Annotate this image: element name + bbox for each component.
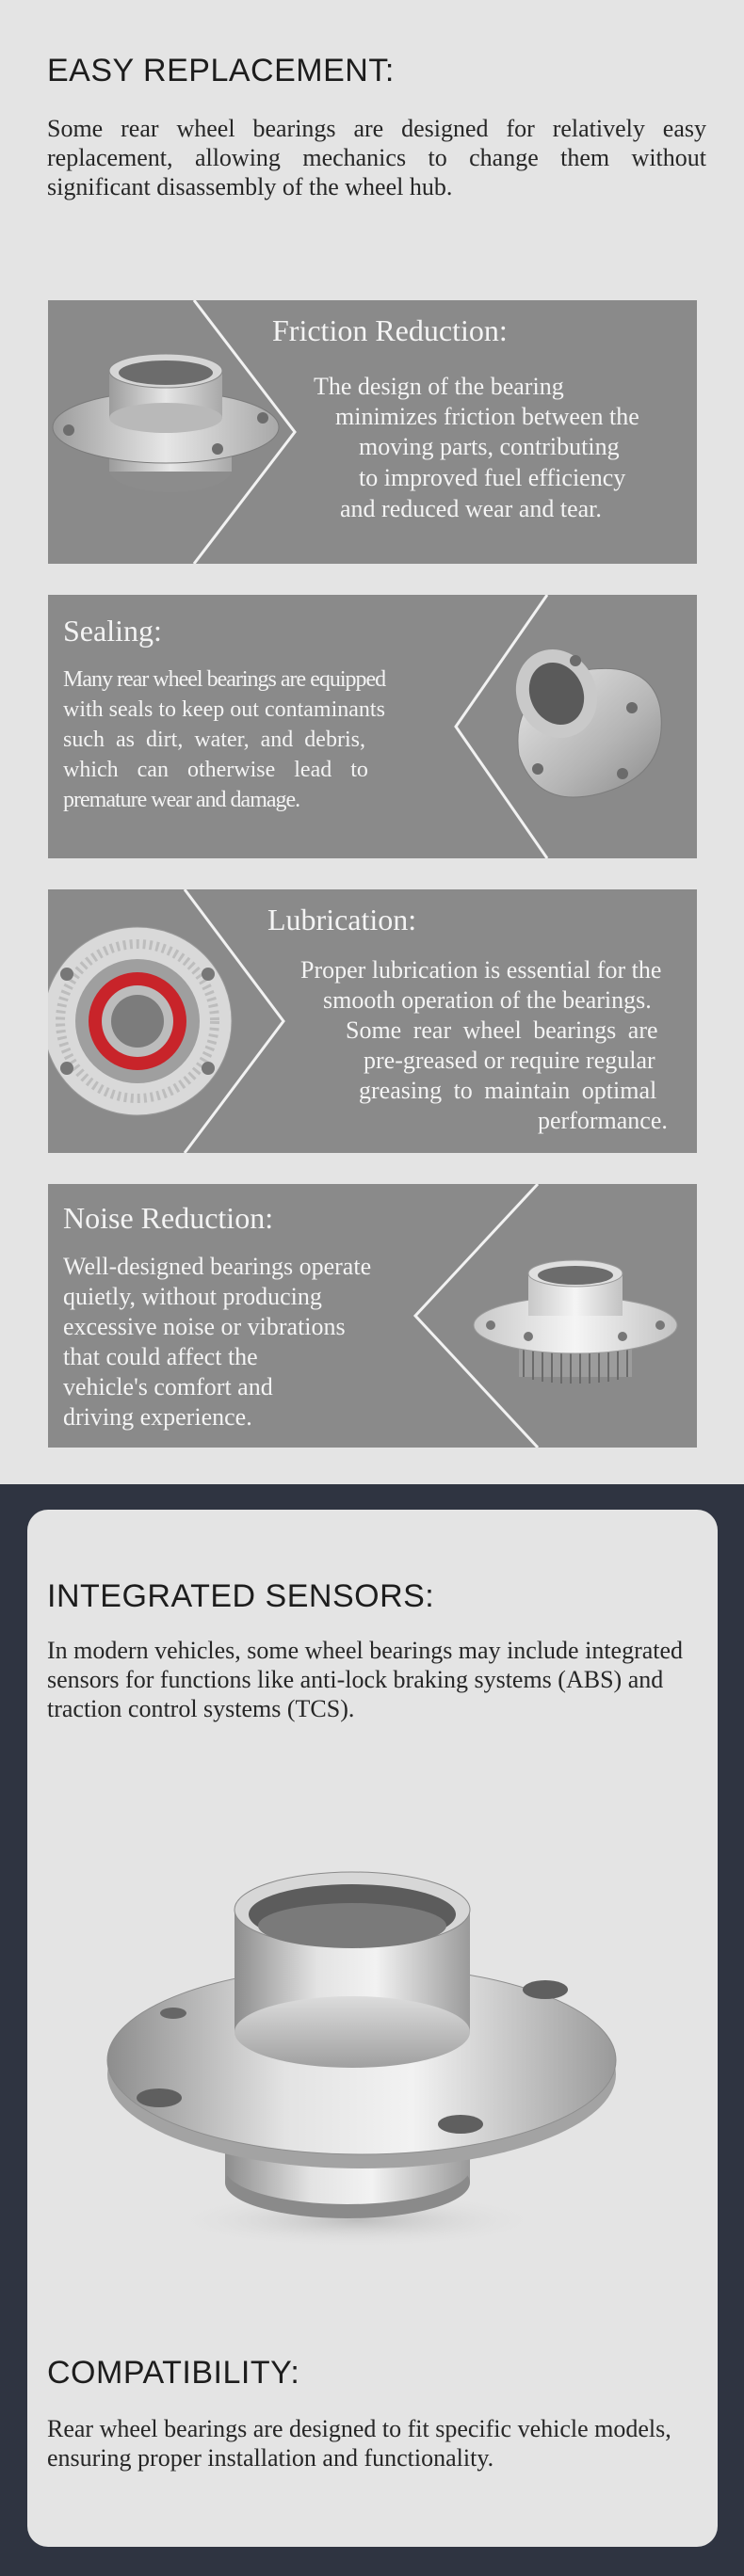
feature-line: to improved fuel efficiency [359,464,626,491]
feature-card-lubrication [48,889,697,1153]
feature-card-sealing [48,595,697,858]
feature-line: Many rear wheel bearings are equipped [63,667,386,692]
feature-line: minimizes friction between the [335,403,639,430]
feature-line: which can otherwise lead to [63,758,368,782]
feature-line: smooth operation of the bearings. [323,986,652,1014]
feature-line: The design of the bearing [314,373,564,400]
feature-line: Proper lubrication is essential for the [300,956,662,984]
wheel-hub-image [48,918,236,1125]
feature-card-friction [48,300,697,564]
feature-card-noise [48,1184,697,1448]
wheel-hub-image [48,338,302,526]
easy-replacement-description: Some rear wheel bearings are designed for relatively easy replacement, allowing mechanics to change them without significant disassembly of the wheel hub. [47,115,706,200]
feature-title: Friction Reduction: [272,313,508,347]
feature-title: Sealing: [63,614,162,648]
feature-line: greasing to maintain optimal [359,1077,657,1104]
feature-title: Lubrication: [267,903,417,936]
feature-line: performance. [538,1107,668,1134]
feature-line: such as dirt, water, and debris, [63,728,365,752]
wheel-hub-image [481,623,688,830]
feature-title: Noise Reduction: [63,1201,274,1235]
feature-line: pre-greased or require regular [364,1047,655,1074]
integrated-sensors-title: INTEGRATED SENSORS: [47,1578,435,1614]
integrated-sensors-description: In modern vehicles, some wheel bearings may include integrated sensors for functions like anti-lock braking systems (ABS) and traction control systems (TCS). [47,1637,684,1722]
wheel-hub-image [472,1250,688,1410]
feature-line: excessive noise or vibrations [63,1313,346,1340]
info-panel [27,1510,718,2547]
feature-line: moving parts, contributing [359,433,620,460]
feature-line: that could affect the [63,1343,258,1370]
feature-line: premature wear and damage. [63,788,300,812]
feature-line: driving experience. [63,1403,252,1431]
dark-background-section [0,1484,744,2576]
feature-line: and reduced wear and tear. [340,495,602,522]
wheel-hub-main-image [103,1858,630,2253]
easy-replacement-title: EASY REPLACEMENT: [47,53,395,88]
compatibility-title: COMPATIBILITY: [47,2355,300,2391]
feature-line: vehicle's comfort and [63,1373,273,1400]
feature-line: Well-designed bearings operate [63,1253,372,1280]
feature-line: Some rear wheel bearings are [346,1016,658,1044]
feature-line: with seals to keep out contaminants [63,697,385,722]
compatibility-description: Rear wheel bearings are designed to fit specific vehicle models, ensuring proper installation and functionality. [47,2415,671,2472]
feature-line: quietly, without producing [63,1283,322,1310]
